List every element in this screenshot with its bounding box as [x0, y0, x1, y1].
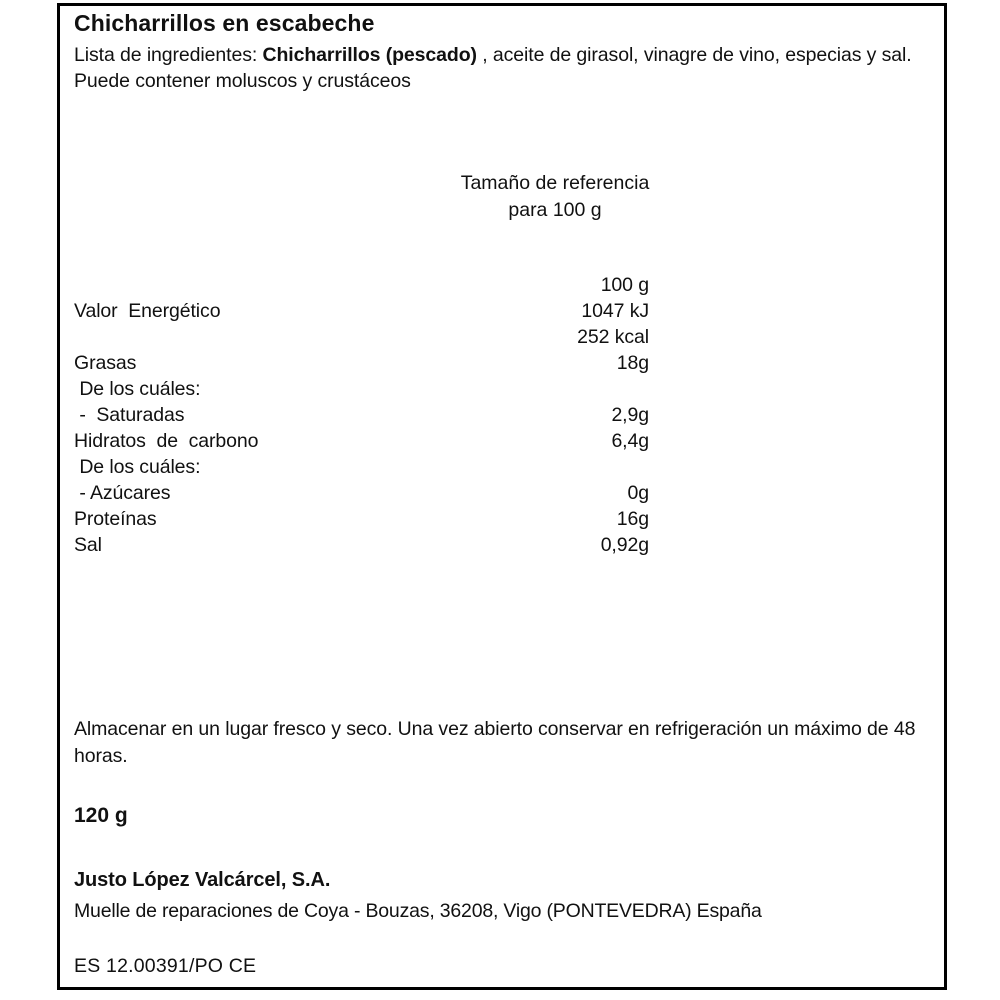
nutrition-row — [74, 298, 649, 324]
manufacturer-name: Justo López Valcárcel, S.A. — [74, 869, 331, 891]
health-mark-code: ES 12.00391/PO CE — [74, 955, 257, 977]
nutrition-row-label: Proteínas — [74, 508, 157, 530]
manufacturer-address: Muelle de reparaciones de Coya - Bouzas, 36208, Vigo (PONTEVEDRA) España — [74, 900, 762, 922]
nutrition-table — [74, 272, 649, 558]
ingredients-list — [74, 42, 919, 94]
nutrition-row-label: De los cuáles: — [74, 378, 201, 400]
reference-size-heading — [390, 170, 720, 224]
nutrition-row-label: Hidratos de carbono — [74, 430, 259, 452]
nutrition-row — [74, 376, 649, 402]
nutrition-row — [74, 454, 649, 480]
ingredients-remainder: , aceite de girasol, vinagre de vino, especias y sal. Puede contener moluscos y crustáceos — [74, 44, 912, 92]
net-weight: 120 g — [74, 804, 128, 827]
nutrition-row — [74, 532, 649, 558]
nutrition-row-label: Sal — [74, 534, 102, 556]
nutrition-column-header: 100 g — [600, 274, 649, 296]
nutrition-row — [74, 350, 649, 376]
nutrition-rows — [74, 298, 649, 558]
nutrition-row-value: 2,9g — [611, 404, 649, 426]
nutrition-row-value: 0g — [627, 482, 649, 504]
ingredients-allergen: Chicharrillos (pescado) — [262, 44, 477, 66]
page-title: Chicharrillos en escabeche — [74, 10, 375, 36]
nutrition-row — [74, 506, 649, 532]
nutrition-row — [74, 324, 649, 350]
nutrition-row-label: Grasas — [74, 352, 137, 374]
nutrition-row-label: - Azúcares — [74, 482, 171, 504]
nutrition-row — [74, 402, 649, 428]
nutrition-row-value: 18g — [616, 352, 649, 374]
nutrition-row-label: De los cuáles: — [74, 456, 201, 478]
reference-size-line-1: Tamaño de referencia — [460, 172, 650, 194]
nutrition-label-frame — [57, 3, 947, 990]
nutrition-row-value: 1047 kJ — [581, 300, 649, 322]
nutrition-row — [74, 480, 649, 506]
nutrition-row-value: 252 kcal — [577, 326, 649, 348]
nutrition-row-value: 0,92g — [600, 534, 649, 556]
nutrition-row-label: Valor Energético — [74, 300, 221, 322]
storage-instructions: Almacenar en un lugar fresco y seco. Una vez abierto conservar en refrigeración un máximo de 48 horas. — [74, 718, 916, 767]
nutrition-row-value: 16g — [616, 508, 649, 530]
nutrition-row — [74, 428, 649, 454]
nutrition-row-value: 6,4g — [611, 430, 649, 452]
nutrition-row-label: - Saturadas — [74, 404, 185, 426]
ingredients-label: Lista de ingredientes: — [74, 44, 263, 66]
nutrition-column-header-row — [74, 272, 649, 298]
reference-size-line-2: para 100 g — [508, 199, 602, 221]
